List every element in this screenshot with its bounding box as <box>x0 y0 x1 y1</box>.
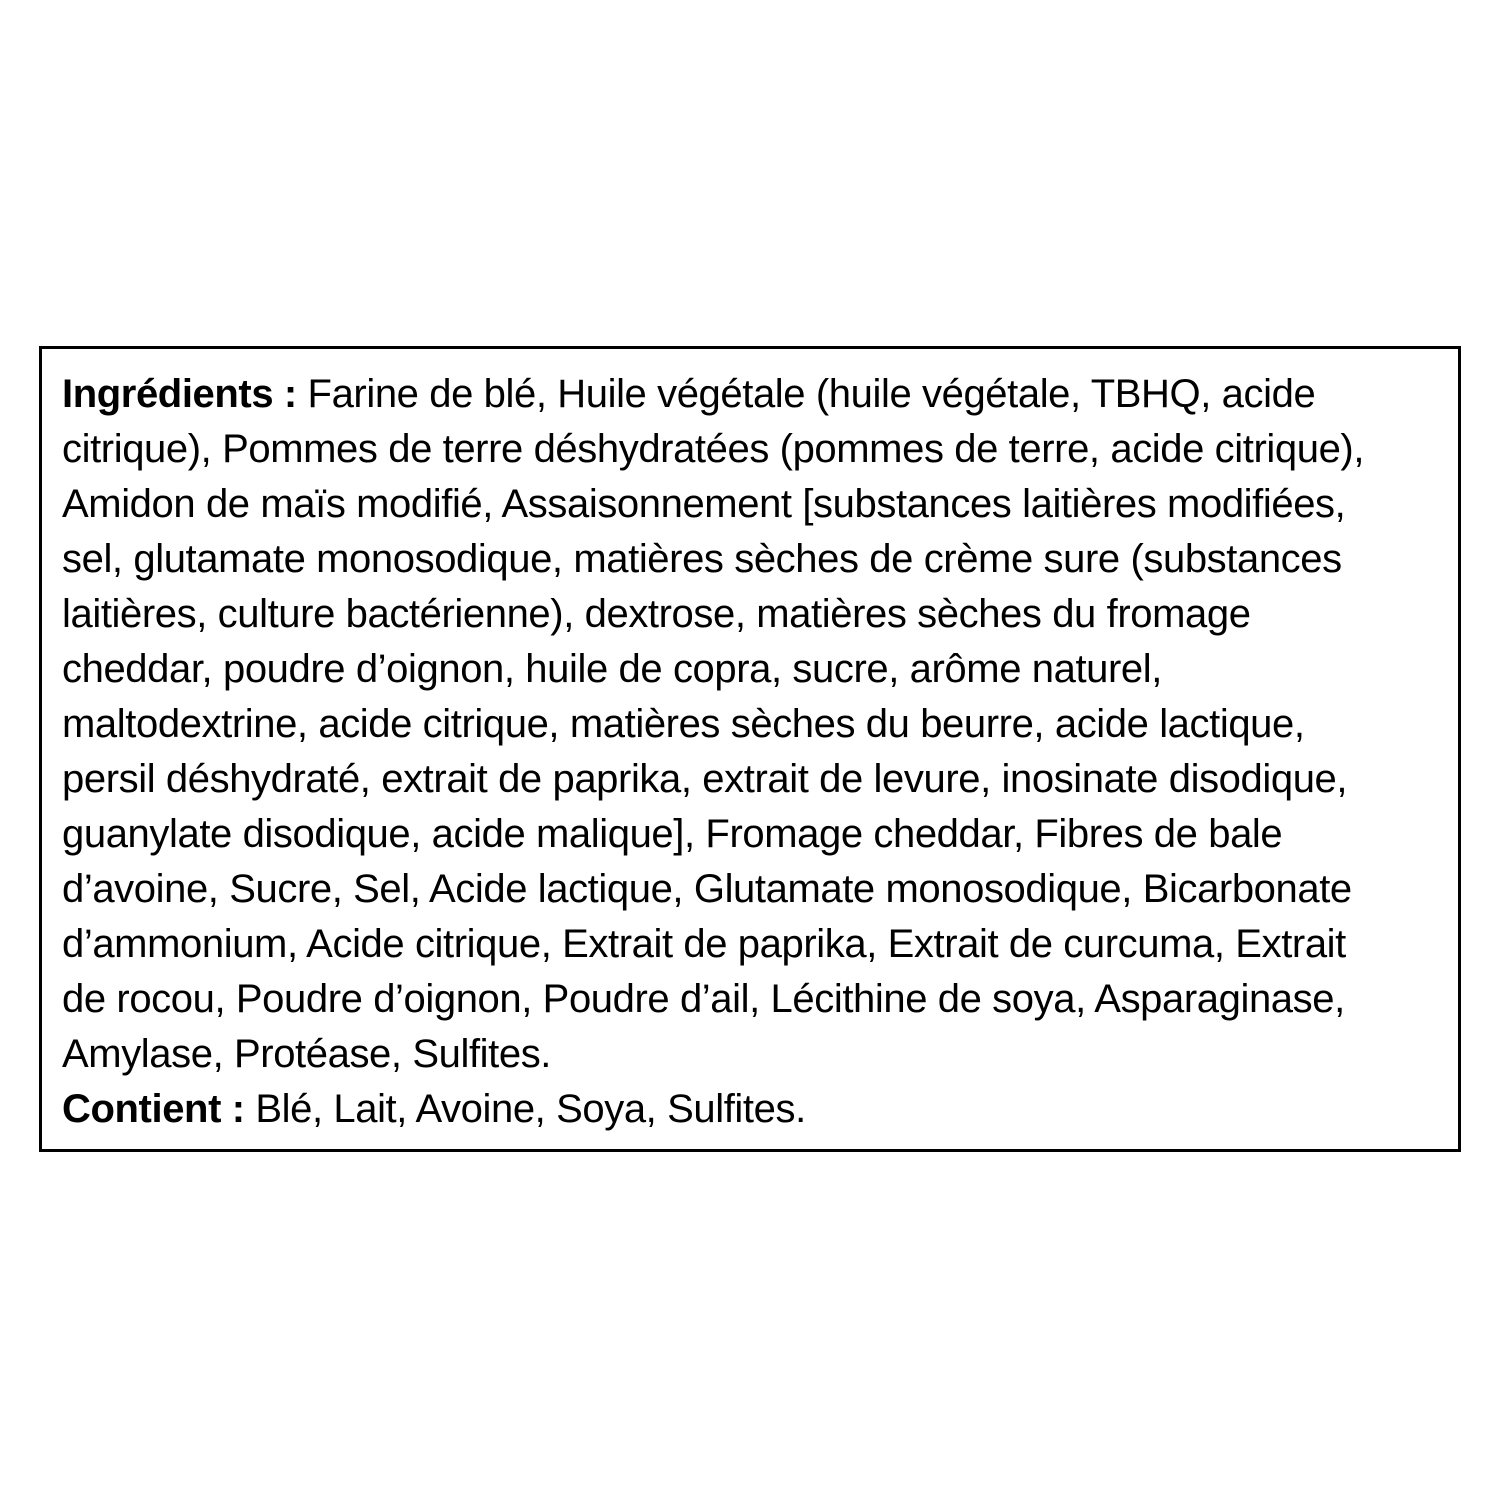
ingredients-line: d’ammonium, Acide citrique, Extrait de paprika, Extrait de curcuma, Extrait <box>62 922 1346 966</box>
ingredients-line: cheddar, poudre d’oignon, huile de copra, sucre, arôme naturel, <box>62 647 1162 691</box>
ingredients-line: de rocou, Poudre d’oignon, Poudre d’ail, Lécithine de soya, Asparaginase, <box>62 977 1345 1021</box>
allergens-heading: Contient : <box>62 1087 245 1131</box>
ingredients-heading: Ingrédients : <box>62 372 297 416</box>
ingredients-line-text: Farine de blé, Huile végétale (huile végétale, TBHQ, acide <box>296 372 1316 416</box>
ingredients-line: persil déshydraté, extrait de paprika, extrait de levure, inosinate disodique, <box>62 757 1348 801</box>
ingredients-line: guanylate disodique, acide malique], Fromage cheddar, Fibres de bale <box>62 812 1283 856</box>
ingredients-line: sel, glutamate monosodique, matières sèches de crème sure (substances <box>62 537 1342 581</box>
allergens-text: Blé, Lait, Avoine, Soya, Sulfites. <box>244 1087 806 1131</box>
ingredients-line: maltodextrine, acide citrique, matières sèches du beurre, acide lactique, <box>62 702 1305 746</box>
ingredients-line: Amylase, Protéase, Sulfites. <box>62 1032 552 1076</box>
ingredients-line: Amidon de maïs modifié, Assaisonnement [substances laitières modifiées, <box>62 482 1346 526</box>
ingredients-line: laitières, culture bactérienne), dextrose, matières sèches du fromage <box>62 592 1251 636</box>
ingredients-label-box <box>39 346 1461 1152</box>
ingredients-text-block <box>62 367 1452 1137</box>
ingredients-line-1 <box>62 367 1452 422</box>
ingredients-line: citrique), Pommes de terre déshydratées (pommes de terre, acide citrique), <box>62 427 1365 471</box>
ingredients-line: d’avoine, Sucre, Sel, Acide lactique, Glutamate monosodique, Bicarbonate <box>62 867 1352 911</box>
allergens-line <box>62 1082 1452 1137</box>
